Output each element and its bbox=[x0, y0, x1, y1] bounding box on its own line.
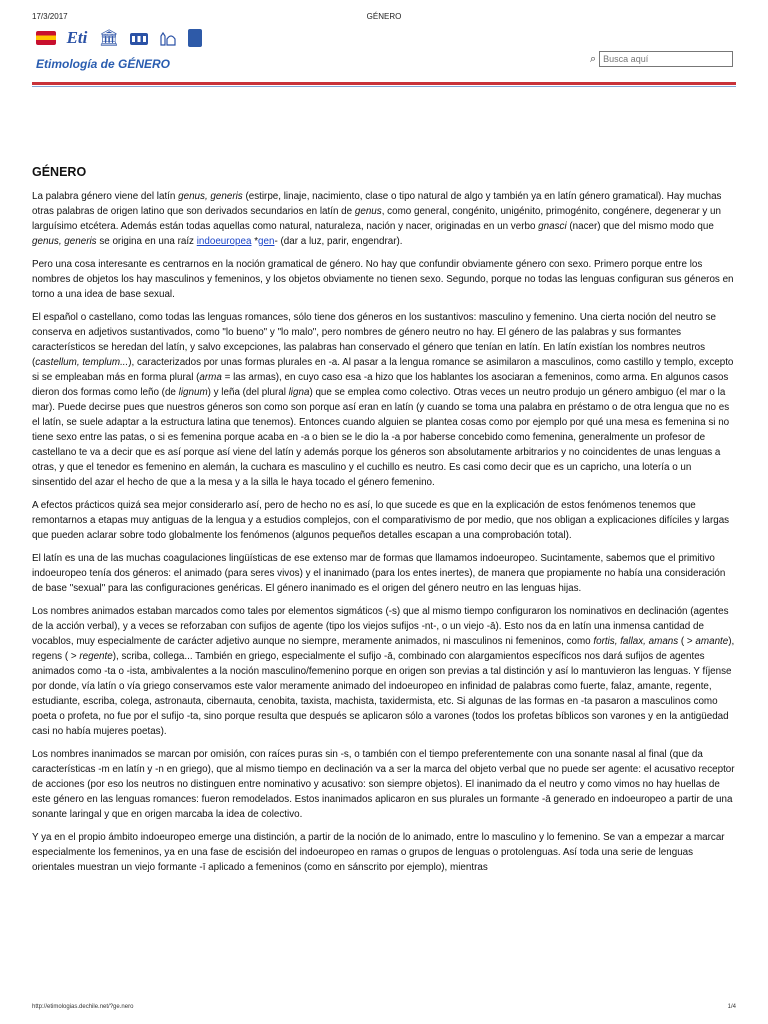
gen-link[interactable]: gen bbox=[258, 236, 275, 247]
paragraph-8: Y ya en el propio ámbito indoeuropeo emerge una distinción, a partir de la noción de lo animado, entre lo masculino y lo femenino. Se van a empezar a marcar especialmente los femeninos, ya en una fase de escisión del indoeuropeo en ramas o grupos de lenguas o protolenguas. Así toda una serie de lenguas orientales muestran un viejo formante -ī aplicado a femeninos (como en sánscrito por ejemplo), mientras bbox=[32, 832, 725, 873]
header-divider-blue bbox=[32, 86, 736, 87]
paragraph-3: El español o castellano, como todas las lenguas romances, sólo tiene dos géneros en los sustantivos: masculino y femenino. Una cierta noción del neutro se conserva en adjetivos sustantivados, como "lo bueno" y "lo malo", pero nombres de género neutro no hay. El género de las palabras y sus formantes característicos se heredan del latín, y salvo excepciones, las palabras han conservado el género que tenían en latín. En latín existían los nombres neutros (castellum, templum...), caracterizados por unas formas plurales en -a. Al pasar a la lengua romance se asimilaron a masculinos, como castillo y templo, excepto si se empleaban más en forma plural (arma = las armas), en cuyo caso esa -a hizo que los hablantes los asociaran a femeninos, como arma. En algunos casos dieron dos formas como leño (de lignum) y leña (del plural ligna) que se emplea como colectivo. Otras veces un neutro produjo un género ambiguo (el mar o la mar). Puede decirse pues que nuestros géneros son como son porque así eran en latín (y cuando se toma una palabra en préstamo o de otra lengua que no es el latín, se suele adaptar a la estructura latina que tenemos). Entonces cuando alguien se plantea cosas como por ejemplo por qué una mesa es femenina si no tiene sexo entre las patas, o si es femenina porque acaba en -a o bien se le dio la -a por haberse concebido como femenina, generalmente un profesor de castellano te va a decir que es así porque así viene del latín y además porque los géneros son absolutamente arbitrarios y no coincidentes de unas lenguas a otras, y que el tenedor es femenino en alemán, la cuchara es masculino y el cuchillo es neutro. Es casi como decir que es un capricho, una lotería o un sinsentido del azar el hecho de que a la mesa y a la silla le haya tocado el género femenino. bbox=[32, 312, 734, 488]
temple-icon[interactable]: 🏛 bbox=[98, 30, 120, 47]
mosque-icon[interactable] bbox=[158, 28, 180, 48]
site-title[interactable]: Etimología de GÉNERO bbox=[36, 57, 171, 71]
book-icon[interactable] bbox=[188, 29, 202, 47]
indoeuropea-link[interactable]: indoeuropea bbox=[196, 236, 252, 247]
print-header bbox=[32, 12, 736, 24]
paragraph-2: Pero una cosa interesante es centrarnos en la noción gramatical de género. No hay que confundir obviamente género con sexo. Primero porque entre los nombres de objetos los hay masculinos y femeninos, y los objetos obviamente no tienen sexo. Segundo, porque no todas las lenguas configuran sus géneros en torno a una idea de base sexual. bbox=[32, 259, 734, 300]
icon-toolbar bbox=[36, 26, 202, 50]
paragraph-7: Los nombres inanimados se marcan por omisión, con raíces puras sin -s, o también con el tiempo preferentemente con una sonante nasal al final (que da características -m en latín y -n en griego), que al mismo tiempo en declinación va a ser la marca del objeto verbal que no puede ser agente: el acusativo receptor de acciones (por eso los neutros no distinguen entre nominativo y acusativo: son siempre objetos). El inanimado da el neutro y como vimos no hay huellas de este género en las lenguas romances: fueron remodelados. Estos inanimados aplicaron en sus plurales un formante -ā generado en indoeuropeo a partir de una sonante laringal y que en origen marcaba la idea de colectivo. bbox=[32, 749, 735, 820]
print-title: GÉNERO bbox=[366, 12, 402, 21]
spain-flag-icon[interactable] bbox=[36, 31, 56, 45]
paragraph-5: El latín es una de las muchas coagulaciones lingüísticas de ese extenso mar de formas que llamamos indoeuropeo. Sucintamente, sabemos que el primitivo indoeuropeo tenía dos géneros: el animado (para seres vivos) y el inanimado (para los entes inertes), de manera que propiamente no había una consideración de base "sexual" para las configuraciones genéricas. El género inanimado es el origen del género neutro en las lenguas hijas. bbox=[32, 553, 726, 594]
colosseum-icon[interactable] bbox=[128, 28, 150, 48]
print-footer bbox=[32, 1004, 736, 1012]
header-divider-red bbox=[32, 82, 736, 85]
search-icon[interactable]: ⌕ bbox=[590, 52, 597, 65]
search-input[interactable] bbox=[599, 51, 733, 67]
print-url: http://etimologias.dechile.net/?ge.nero bbox=[32, 1004, 134, 1010]
article bbox=[32, 165, 736, 883]
search-box bbox=[590, 51, 733, 67]
paragraph-6: Los nombres animados estaban marcados como tales por elementos sigmáticos (-s) que al mismo tiempo configuraron los nominativos en declinación (agentes de la acción verbal), y a veces se reforzaban con sufijos de agente (tipo los viejos sufijos -nt-, o un viejo -ā). Esto nos da en latín una inmensa cantidad de vocablos, muy especialmente de carácter adjetivo aunque no siempre, meramente animados, ni masculinos ni femeninos, como fortis, fallax, amans ( > amante), regens ( > regente), scriba, collega... También en griego, especialmente el sufijo -ā, combinado con alargamientos específicos nos dará sufijos de agentes animados como -ta o -ista, ambivalentes a la noción masculino/femenino porque en origen son previas a tal distinción y así lo mantuvieron las lenguas. Y fíjense por donde, vía latín o vía griego conservamos este valor meramente animado del indoeuropeo en infinidad de palabras como fuerte, falaz, amante, regente, estudiante, escriba, colega, astronauta, cibernauta, cenobita, taxista, machista, taxidermista, etc. Si algunas de las formas en -ta pasaron a masculinos como poeta o profeta, no fue por el sufijo -ta, sino porque resulta que después se aplicaron sólo a varones (todos los profetas bíblicos son varones y en la antigüedad casi no había mujeres poetas). bbox=[32, 606, 735, 737]
article-heading: GÉNERO bbox=[32, 165, 87, 179]
etimologias-logo-icon[interactable]: Eti bbox=[66, 28, 88, 47]
paragraph-4: A efectos prácticos quizá sea mejor considerarlo así, pero de hecho no es así, lo que sucede es que en la explicación de estos fenómenos tenemos que remontarnos a etapas muy antiguas de la lengua y a estudios complejos, con el comparativismo de por medio, que nos obligan a explicaciones difíciles y largas que pueden aclarar sobre todo globalmente los fenómenos (algunos pequeños detalles escapan a una comprobación total). bbox=[32, 500, 730, 541]
print-date: 17/3/2017 bbox=[32, 12, 68, 21]
page-number: 1/4 bbox=[727, 1004, 736, 1010]
paragraph-1: La palabra género viene del latín genus, generis (estirpe, linaje, nacimiento, clase o tipo natural de algo y también ya en latín género gramatical). Hay muchas otras palabras de origen latino que son derivados secundarios en latín de genus, como general, congénito, unigénito, primogénito, congénere, degenerar y un larguísimo etcétera. Además están todas aquellas como natural, naturaleza, nación y nacer, originadas en un verbo gnasci (nacer) que del mismo modo que genus, generis se origina en una raíz indoeuropea *gen- (dar a luz, parir, engendrar). bbox=[32, 191, 722, 247]
